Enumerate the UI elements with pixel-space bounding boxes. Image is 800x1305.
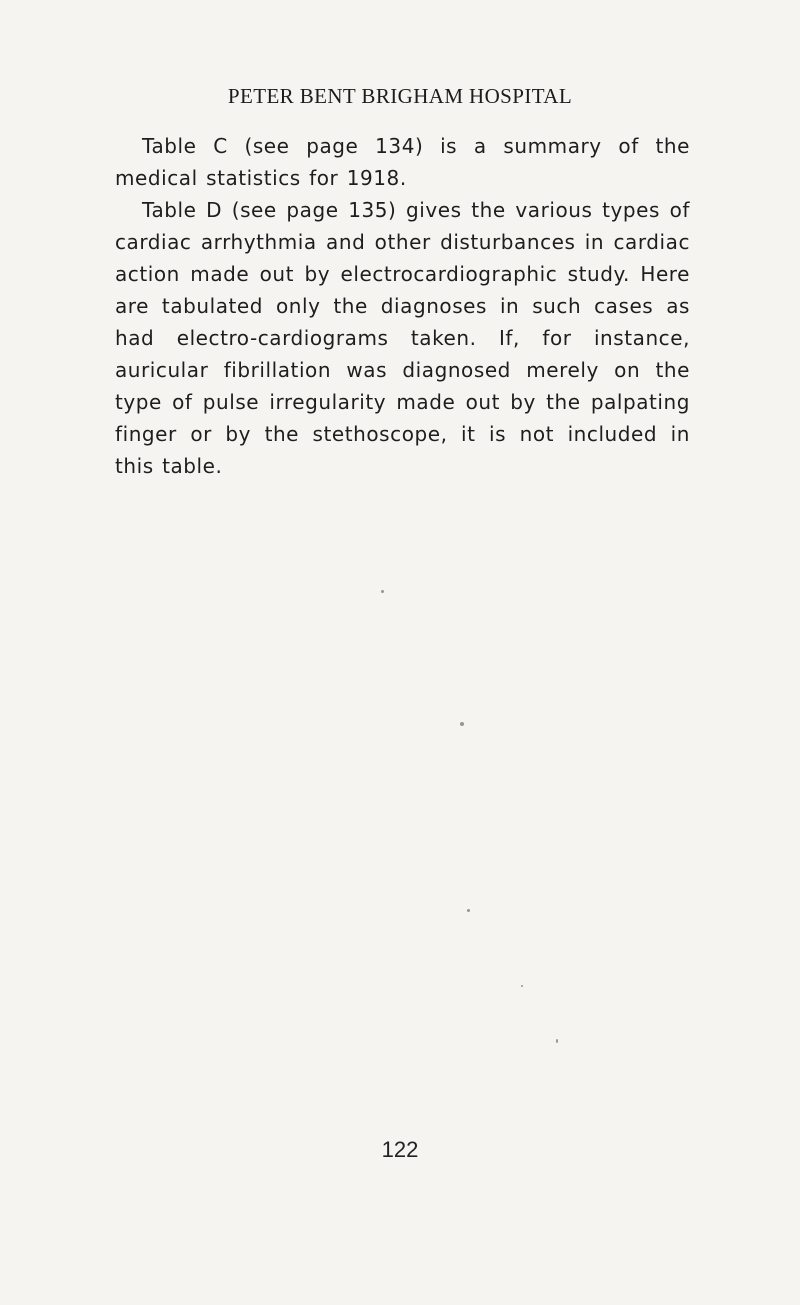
paper-speck: [460, 722, 464, 726]
paragraph: Table D (see page 135) gives the various types of cardiac arrhythmia and other disturbances in cardiac action made out by electrocardiographic study. Here are tabulated only the diagnoses in such cases as had electro-cardiograms taken. If, for instance, auricular fibrillation was diagnosed merely on the type of pulse irregularity made out by the palpating finger or by the stethoscope, it is not included in this table.: [115, 198, 690, 478]
body-text: [115, 130, 690, 482]
paper-speck: [556, 1039, 558, 1043]
page-number: 122: [381, 1137, 419, 1162]
paper-speck: [467, 909, 470, 912]
paper-speck: [521, 985, 523, 987]
paragraph: Table C (see page 134) is a summary of the medical statistics for 1918.: [115, 134, 690, 190]
running-head: PETER BENT BRIGHAM HOSPITAL: [227, 84, 573, 108]
paper-speck: [381, 590, 384, 593]
